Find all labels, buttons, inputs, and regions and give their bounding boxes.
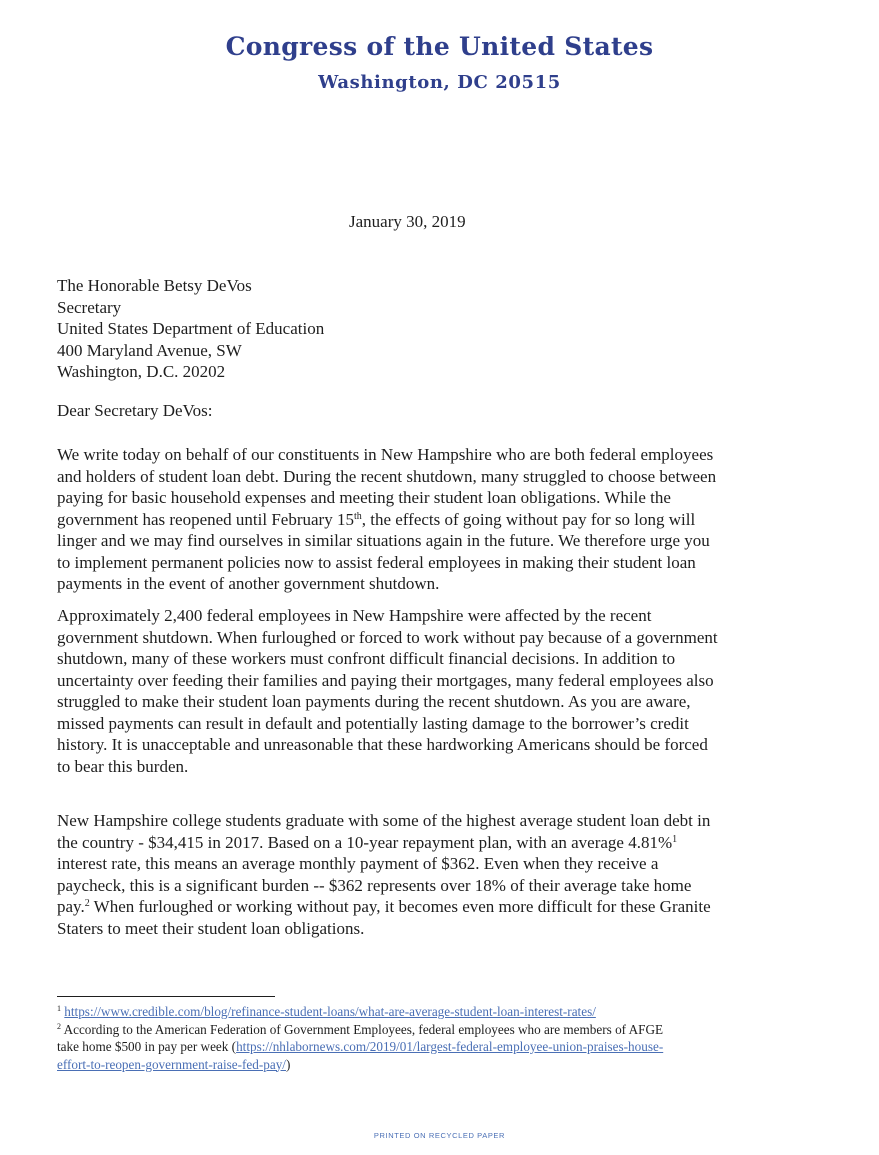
paragraph-line: Staters to meet their student loan obligations. [57,918,365,938]
paragraph-line: New Hampshire college students graduate with some of the highest average student loan debt in [57,811,711,830]
line-text: pay. [57,897,85,916]
footnote-2-link-continued[interactable]: effort-to-reopen-government-raise-fed-pay/ [57,1056,286,1072]
footnote-ref-1[interactable]: 1 [672,833,678,845]
paragraph-line: paycheck, this is a significant burden -- $362 represents over 18% of their average take home [57,875,692,895]
paragraph-line: Approximately 2,400 federal employees in New Hampshire were affected by the recent [57,606,652,625]
paragraph-line: missed payments can result in default and potentially lasting damage to the borrower’s credit [57,713,689,733]
footnote-marker: 1 [57,1004,61,1013]
salutation: Dear Secretary DeVos: [57,401,213,420]
paragraph-line: linger and we may find ourselves in similar situations again in the future. We therefore urge you [57,531,710,550]
footnote-2 [57,1021,663,1039]
body-paragraph-2 [57,605,718,777]
paragraph-line: uncertainty over feeding their families and paying their mortgages, many federal employees also [57,670,714,690]
paragraph-line: We write today on behalf of our constituents in New Hampshire who are both federal employees [57,445,714,464]
footnotes [57,1003,663,1073]
line-text: , the effects of going without pay for so long will [361,509,696,529]
paragraph-line: to bear this burden. [57,756,189,776]
line-text: government has reopened until February 15 [57,509,354,529]
paragraph-line [57,509,716,531]
footnote-close: ) [285,1056,291,1072]
paragraph-line: history. It is unacceptable and unreasonable that these hardworking Americans should be forced [57,735,708,754]
footnote-2-link[interactable]: https://nhlabornews.com/2019/01/largest-federal-employee-union-praises-house- [236,1039,664,1054]
footnote-1 [57,1003,663,1021]
line-text: When furloughed or working without pay, it becomes even more difficult for these Granite [89,897,711,916]
line-text: the country - $34,415 in 2017. Based on a 10-year repayment plan, with an average 4.81% [57,832,673,852]
recycled-paper-notice: PRINTED ON RECYCLED PAPER [373,1131,506,1140]
footnote-2-continued [57,1038,663,1056]
ordinal-suffix: th [353,510,362,522]
paragraph-line: paying for basic household expenses and meeting their student loan obligations. While the [57,488,671,507]
letterhead-city: Washington, DC 20515 [318,72,561,93]
body-paragraph-1 [57,444,716,595]
footnote-1-link[interactable]: https://www.credible.com/blog/refinance-student-loans/what-are-average-student-loan-interest-rates/ [64,1004,596,1019]
footnote-ref-2[interactable]: 2 [84,898,90,909]
paragraph-line: shutdown, many of these workers must confront difficult financial decisions. In addition to [57,649,676,668]
paragraph-line: struggled to make their student loan payments during the recent shutdown. As you are aware, [57,692,691,711]
paragraph-line: to implement permanent policies now to assist federal employees in making their student loan [57,552,696,572]
paragraph-line: payments in the event of another government shutdown. [57,574,440,593]
recipient-address [57,275,324,383]
recipient-line: Secretary [57,297,122,317]
body-paragraph-3 [57,810,711,939]
footnote-2-continued [57,1056,663,1074]
letter-date: January 30, 2019 [349,212,466,231]
footnote-divider [57,996,275,997]
recipient-line: 400 Maryland Avenue, SW [57,340,242,360]
footnote-text: take home $500 in pay per week ( [57,1039,237,1054]
paragraph-line: interest rate, this means an average monthly payment of $362. Even when they receive a [57,854,659,873]
footnote-text: According to the American Federation of Government Employees, federal employees who are members of AFGE [63,1021,664,1037]
footnote-marker: 2 [57,1021,61,1031]
recipient-line: United States Department of Education [57,319,325,338]
recipient-line: The Honorable Betsy DeVos [57,276,252,295]
paragraph-line: and holders of student loan debt. During the recent shutdown, many struggled to choose between [57,466,717,486]
paragraph-line [57,896,711,918]
recipient-line: Washington, D.C. 20202 [57,362,226,381]
letterhead-title: Congress of the United States [225,32,654,61]
paragraph-line [57,832,711,854]
paragraph-line: government shutdown. When furloughed or forced to work without pay because of a government [57,627,718,647]
